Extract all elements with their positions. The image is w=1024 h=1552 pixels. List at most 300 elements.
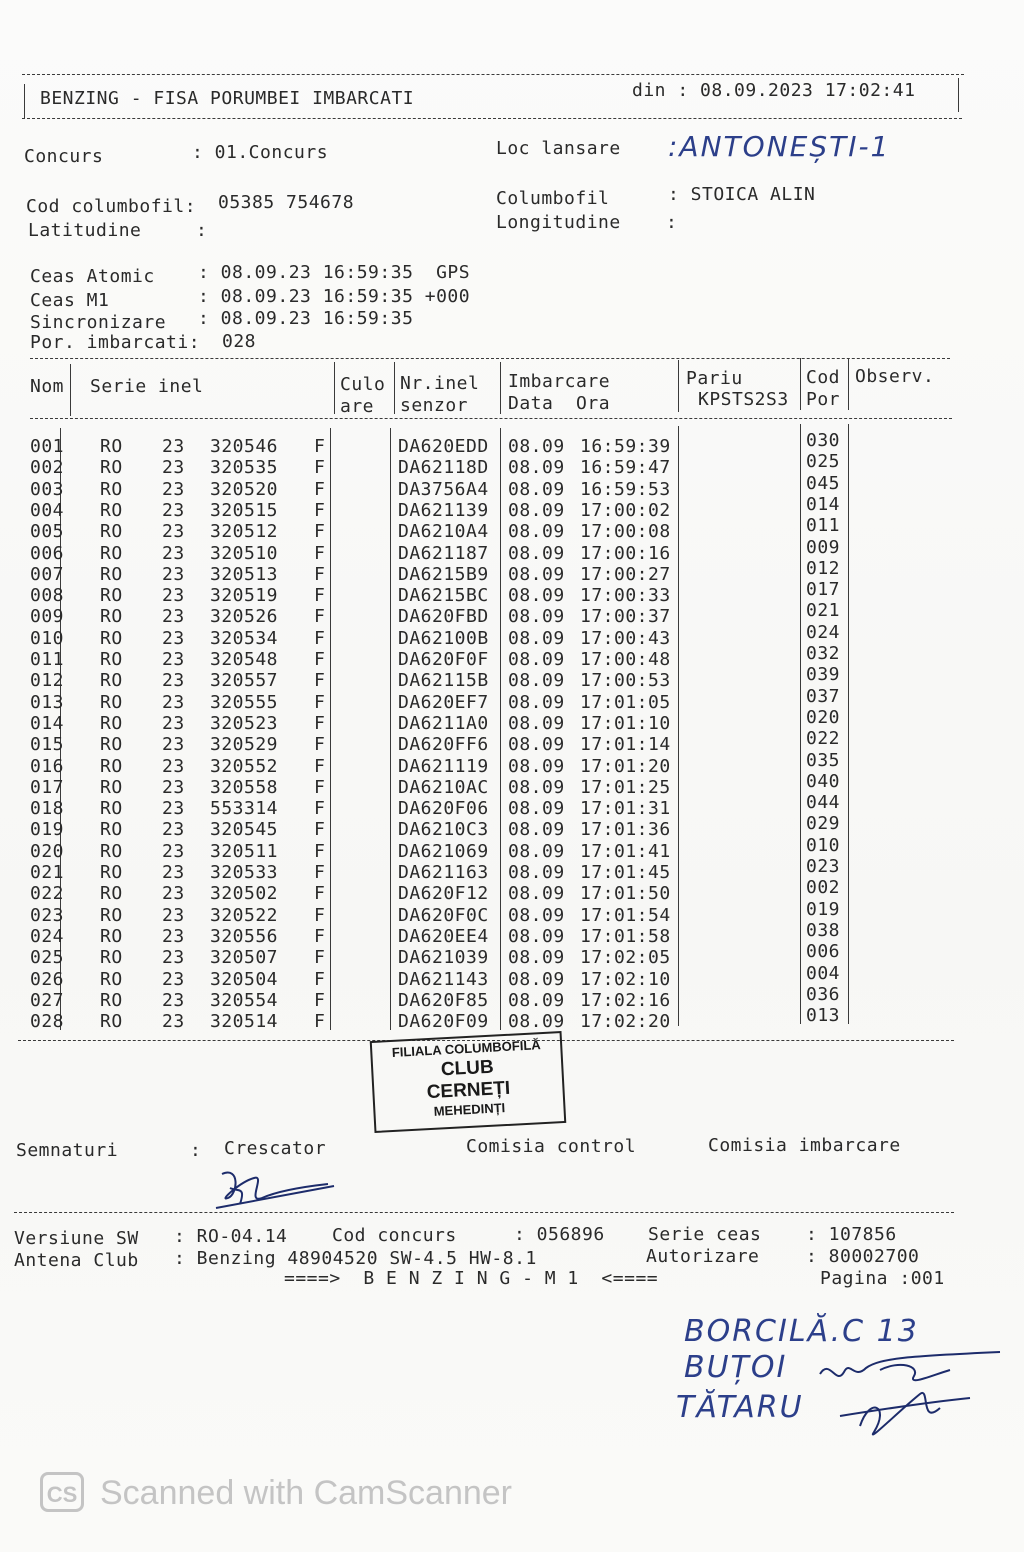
- cell-cod: 040: [806, 770, 841, 792]
- cell-country: RO: [100, 989, 123, 1011]
- comisia-imbarcare-label: Comisia imbarcare: [708, 1135, 901, 1156]
- cell-year: 23: [162, 798, 185, 820]
- divider: [30, 358, 950, 359]
- cell-date: 08.09: [508, 457, 565, 479]
- cell-time: 17:00:02: [580, 499, 671, 521]
- cell-sensor: DA621119: [398, 755, 489, 777]
- cell-year: 23: [162, 670, 185, 692]
- crescator-label: Crescator: [224, 1138, 327, 1159]
- col-header-nrinel: Nr.inel: [400, 373, 480, 394]
- cell-year: 23: [162, 585, 185, 607]
- cell-time: 17:00:53: [580, 670, 671, 692]
- divider: [70, 364, 71, 416]
- cell-ring: 320533: [210, 862, 279, 883]
- cell-sex: F: [314, 478, 326, 500]
- cell-sex: F: [314, 947, 326, 969]
- cell-sensor: DA621163: [398, 862, 489, 883]
- serie-ceas-value: : 107856: [806, 1224, 897, 1245]
- cell-date: 08.09: [508, 691, 565, 713]
- cell-cod: 002: [806, 877, 841, 899]
- handwritten-name-1: BORCILĂ.C 13: [684, 1314, 919, 1349]
- cell-country: RO: [100, 840, 123, 862]
- cell-nom: 025: [30, 947, 65, 969]
- cell-time: 17:01:14: [580, 734, 671, 756]
- cell-time: 17:02:20: [580, 1011, 671, 1033]
- cell-time: 17:02:10: [580, 968, 671, 990]
- cell-sex: F: [314, 691, 326, 713]
- cell-date: 08.09: [508, 1011, 565, 1033]
- cell-ring: 320535: [210, 457, 279, 479]
- cell-date: 08.09: [508, 819, 565, 841]
- cell-country: RO: [100, 691, 123, 713]
- sincronizare-value: : 08.09.23 16:59:35: [198, 308, 414, 329]
- cell-nom: 016: [30, 755, 65, 777]
- cell-year: 23: [162, 499, 185, 521]
- ceas-atomic-label: Ceas Atomic: [30, 266, 155, 287]
- cell-nom: 026: [30, 968, 65, 990]
- cell-country: RO: [100, 436, 123, 457]
- cell-country: RO: [100, 457, 123, 479]
- cell-year: 23: [162, 925, 185, 947]
- divider: [24, 84, 25, 118]
- cell-nom: 012: [30, 670, 65, 692]
- cell-time: 17:01:45: [580, 862, 671, 883]
- cell-time: 17:01:05: [580, 691, 671, 713]
- cell-time: 17:01:31: [580, 798, 671, 820]
- cell-cod: 021: [806, 600, 841, 622]
- cell-country: RO: [100, 947, 123, 969]
- cell-time: 17:02:05: [580, 947, 671, 969]
- cell-sensor: DA620FF6: [398, 734, 489, 756]
- versiune-sw-value: : RO-04.14: [174, 1226, 288, 1247]
- cell-country: RO: [100, 627, 123, 649]
- cell-sex: F: [314, 563, 326, 585]
- cell-date: 08.09: [508, 670, 565, 692]
- cell-country: RO: [100, 521, 123, 543]
- cell-country: RO: [100, 670, 123, 692]
- comisia-control-label: Comisia control: [466, 1136, 637, 1157]
- cell-sensor: DA621187: [398, 542, 489, 564]
- handwritten-name-2: BUȚOI: [684, 1350, 788, 1385]
- cell-year: 23: [162, 862, 185, 883]
- cell-year: 23: [162, 457, 185, 479]
- cell-cod: 024: [806, 621, 841, 643]
- cell-country: RO: [100, 734, 123, 756]
- cell-sensor: DA621039: [398, 947, 489, 969]
- cell-country: RO: [100, 606, 123, 628]
- cell-country: RO: [100, 478, 123, 500]
- columbofil-label: Columbofil: [496, 188, 610, 209]
- sincronizare-label: Sincronizare: [30, 312, 167, 333]
- cell-sex: F: [314, 627, 326, 649]
- divider: [30, 418, 952, 419]
- cell-sex: F: [314, 904, 326, 926]
- cod-columbofil-label: Cod columbofil:: [26, 196, 197, 217]
- autorizare-value: : 80002700: [806, 1246, 920, 1267]
- camscanner-text: Scanned with CamScanner: [100, 1474, 513, 1512]
- cell-ring: 320552: [210, 755, 279, 777]
- cell-cod: 009: [806, 536, 841, 558]
- divider: [390, 428, 391, 1030]
- cell-year: 23: [162, 563, 185, 585]
- cell-nom: 005: [30, 521, 65, 543]
- cell-sensor: DA620F0F: [398, 649, 489, 670]
- col-header-culoare: Culo: [340, 374, 386, 395]
- cell-country: RO: [100, 755, 123, 777]
- cell-nom: 008: [30, 585, 65, 607]
- stamp-line-2: CLUB: [440, 1056, 495, 1081]
- cell-sensor: DA621143: [398, 968, 489, 990]
- cell-sex: F: [314, 457, 326, 479]
- cell-ring: 320555: [210, 691, 279, 713]
- cell-sex: F: [314, 670, 326, 692]
- cell-sex: F: [314, 862, 326, 883]
- cell-time: 17:01:36: [580, 819, 671, 841]
- cell-ring: 320507: [210, 947, 279, 969]
- semnaturi-label: Semnaturi: [16, 1140, 119, 1161]
- cell-cod: 045: [806, 472, 841, 494]
- serie-ceas-label: Serie ceas: [648, 1224, 762, 1245]
- cell-country: RO: [100, 563, 123, 585]
- cell-sensor: DA620F85: [398, 989, 489, 1011]
- cell-cod: 036: [806, 983, 841, 1005]
- cell-sex: F: [314, 542, 326, 564]
- divider: [800, 424, 801, 1024]
- cell-date: 08.09: [508, 478, 565, 500]
- divider: [500, 362, 501, 414]
- cell-nom: 004: [30, 499, 65, 521]
- cell-cod: 029: [806, 813, 841, 835]
- cell-cod: 038: [806, 919, 841, 941]
- cell-sex: F: [314, 989, 326, 1011]
- cell-sensor: DA620F09: [398, 1011, 489, 1033]
- concurs-label: Concurs: [24, 146, 104, 167]
- cell-country: RO: [100, 883, 123, 905]
- col-header-pariu: Pariu: [686, 368, 743, 389]
- cell-nom: 009: [30, 606, 65, 628]
- cell-time: 17:02:16: [580, 989, 671, 1011]
- cell-ring: 320515: [210, 499, 279, 521]
- col-header-por: Por: [806, 389, 841, 410]
- cell-time: 17:00:16: [580, 542, 671, 564]
- camscanner-logo-icon: CS: [40, 1472, 84, 1512]
- divider: [22, 118, 962, 119]
- cell-date: 08.09: [508, 499, 565, 521]
- cell-sensor: DA62115B: [398, 670, 489, 692]
- divider: [678, 360, 679, 412]
- divider: [800, 358, 801, 410]
- handwritten-name-3: TĂTARU: [676, 1390, 804, 1425]
- cell-cod: 030: [806, 430, 841, 451]
- cell-nom: 028: [30, 1011, 65, 1033]
- cell-date: 08.09: [508, 649, 565, 670]
- cell-country: RO: [100, 585, 123, 607]
- cell-year: 23: [162, 819, 185, 841]
- cell-sex: F: [314, 712, 326, 734]
- cell-ring: 320556: [210, 925, 279, 947]
- cell-cod: 017: [806, 579, 841, 601]
- cell-time: 17:00:37: [580, 606, 671, 628]
- divider: [500, 428, 501, 1030]
- cell-date: 08.09: [508, 436, 565, 457]
- cell-ring: 320511: [210, 840, 279, 862]
- cell-time: 17:01:58: [580, 925, 671, 947]
- cell-sex: F: [314, 436, 326, 457]
- cell-time: 17:01:20: [580, 755, 671, 777]
- cell-time: 17:01:10: [580, 712, 671, 734]
- cell-year: 23: [162, 627, 185, 649]
- benzing-banner: ====> B E N Z I N G - M 1 <====: [284, 1268, 659, 1289]
- cell-sex: F: [314, 755, 326, 777]
- cell-date: 08.09: [508, 542, 565, 564]
- cell-sex: F: [314, 1011, 326, 1033]
- cell-date: 08.09: [508, 627, 565, 649]
- por-imbarcati-label: Por. imbarcati:: [30, 332, 201, 353]
- cell-cod: 023: [806, 856, 841, 877]
- cell-cod: 013: [806, 1005, 841, 1027]
- cell-date: 08.09: [508, 521, 565, 543]
- cell-nom: 010: [30, 627, 65, 649]
- cell-sex: F: [314, 606, 326, 628]
- cell-time: 17:01:54: [580, 904, 671, 926]
- cell-sex: F: [314, 734, 326, 756]
- por-imbarcati-value: 028: [222, 331, 257, 352]
- cell-ring: 320512: [210, 521, 279, 543]
- col-header-serie: Serie inel: [90, 376, 204, 397]
- cell-date: 08.09: [508, 585, 565, 607]
- cell-nom: 023: [30, 904, 65, 926]
- cell-sensor: DA6215BC: [398, 585, 489, 607]
- divider: [22, 74, 964, 75]
- cell-country: RO: [100, 819, 123, 841]
- cell-time: 16:59:39: [580, 436, 671, 457]
- cell-country: RO: [100, 712, 123, 734]
- col-header-cod: Cod: [806, 367, 841, 388]
- cell-year: 23: [162, 904, 185, 926]
- cell-date: 08.09: [508, 755, 565, 777]
- col-header-observ: Observ.: [855, 366, 935, 387]
- document-title: BENZING - FISA PORUMBEI IMBARCATI: [40, 88, 415, 109]
- cell-time: 17:01:50: [580, 883, 671, 905]
- cell-date: 08.09: [508, 776, 565, 798]
- cell-year: 23: [162, 521, 185, 543]
- cell-cod: 004: [806, 962, 841, 984]
- cell-time: 17:00:08: [580, 521, 671, 543]
- cell-sex: F: [314, 776, 326, 798]
- cell-ring: 320520: [210, 478, 279, 500]
- cell-sensor: DA620F0C: [398, 904, 489, 926]
- cell-date: 08.09: [508, 563, 565, 585]
- cell-year: 23: [162, 968, 185, 990]
- cell-year: 23: [162, 478, 185, 500]
- semnaturi-colon: :: [190, 1140, 202, 1161]
- ceas-atomic-value: : 08.09.23 16:59:35 GPS: [198, 262, 471, 283]
- cell-cod: 037: [806, 685, 841, 707]
- divider: [394, 362, 395, 414]
- cell-cod: 012: [806, 557, 841, 579]
- cell-ring: 320529: [210, 734, 279, 756]
- cell-nom: 022: [30, 883, 65, 905]
- cell-sex: F: [314, 968, 326, 990]
- cell-time: 17:00:27: [580, 563, 671, 585]
- cell-time: 17:00:33: [580, 585, 671, 607]
- cell-date: 08.09: [508, 989, 565, 1011]
- cell-cod: 014: [806, 493, 841, 515]
- cell-nom: 019: [30, 819, 65, 841]
- cell-country: RO: [100, 968, 123, 990]
- cell-date: 08.09: [508, 968, 565, 990]
- cell-ring: 320526: [210, 606, 279, 628]
- col-header-culoare-2: are: [340, 396, 375, 417]
- col-header-kpsts: KPSTS2S3: [698, 389, 789, 410]
- cell-year: 23: [162, 947, 185, 969]
- cell-nom: 007: [30, 563, 65, 585]
- cell-ring: 320558: [210, 776, 279, 798]
- col-header-nom: Nom: [30, 376, 65, 397]
- cell-year: 23: [162, 712, 185, 734]
- loc-lansare-value: :ANTONEȘTI-1: [668, 130, 891, 163]
- cell-date: 08.09: [508, 606, 565, 628]
- cell-sensor: DA620FBD: [398, 606, 489, 628]
- cell-ring: 320545: [210, 819, 279, 841]
- cell-year: 23: [162, 542, 185, 564]
- divider: [14, 1212, 954, 1213]
- longitudine-label: Longitudine: [496, 212, 621, 233]
- cell-date: 08.09: [508, 734, 565, 756]
- cell-time: 17:00:48: [580, 649, 671, 670]
- stamp-line-1: FILIALA COLUMBOFILĂ: [391, 1037, 542, 1060]
- cell-time: 17:01:41: [580, 840, 671, 862]
- cell-country: RO: [100, 542, 123, 564]
- page-number: Pagina :001: [820, 1268, 945, 1289]
- cell-cod: 039: [806, 664, 841, 686]
- cell-year: 23: [162, 649, 185, 670]
- cell-time: 17:01:25: [580, 776, 671, 798]
- cell-country: RO: [100, 649, 123, 670]
- cell-ring: 320510: [210, 542, 279, 564]
- cell-sex: F: [314, 649, 326, 670]
- cell-sensor: DA6210C3: [398, 819, 489, 841]
- document-date: din : 08.09.2023 17:02:41: [632, 80, 916, 101]
- col-header-data-ora: Data Ora: [508, 393, 611, 414]
- cell-nom: 003: [30, 478, 65, 500]
- antena-club-label: Antena Club: [14, 1250, 139, 1271]
- cell-ring: 320523: [210, 712, 279, 734]
- divider: [848, 424, 849, 1024]
- cell-sensor: DA62118D: [398, 457, 489, 479]
- cell-nom: 020: [30, 840, 65, 862]
- divider: [334, 362, 335, 414]
- cell-cod: 010: [806, 834, 841, 856]
- stamp-line-3: CERNEȚI: [426, 1077, 511, 1104]
- divider: [958, 78, 959, 112]
- cell-sensor: DA620EF7: [398, 691, 489, 713]
- cell-ring: 553314: [210, 798, 279, 820]
- antena-club-value: : Benzing 48904520 SW-4.5 HW-8.1: [174, 1248, 537, 1269]
- cell-sex: F: [314, 521, 326, 543]
- cell-nom: 011: [30, 649, 65, 670]
- cell-ring: 320546: [210, 436, 279, 457]
- cell-ring: 320513: [210, 563, 279, 585]
- cell-sex: F: [314, 840, 326, 862]
- cell-nom: 014: [30, 712, 65, 734]
- cell-year: 23: [162, 606, 185, 628]
- cell-sensor: DA6210AC: [398, 776, 489, 798]
- cell-nom: 021: [30, 862, 65, 883]
- cod-concurs-value: : 056896: [514, 1224, 605, 1245]
- cell-time: 16:59:53: [580, 478, 671, 500]
- cell-cod: 019: [806, 898, 841, 920]
- cell-year: 23: [162, 989, 185, 1011]
- cell-sex: F: [314, 585, 326, 607]
- cell-ring: 320522: [210, 904, 279, 926]
- cell-country: RO: [100, 1011, 123, 1033]
- cell-date: 08.09: [508, 862, 565, 883]
- autorizare-label: Autorizare: [646, 1246, 760, 1267]
- cell-cod: 035: [806, 749, 841, 771]
- cell-ring: 320534: [210, 627, 279, 649]
- cell-nom: 002: [30, 457, 65, 479]
- cell-sensor: DA3756A4: [398, 478, 489, 500]
- cell-date: 08.09: [508, 925, 565, 947]
- cell-year: 23: [162, 776, 185, 798]
- cell-cod: 032: [806, 643, 841, 664]
- cell-sensor: DA620EDD: [398, 436, 489, 457]
- cell-ring: 320554: [210, 989, 279, 1011]
- cell-country: RO: [100, 925, 123, 947]
- cell-ring: 320557: [210, 670, 279, 692]
- cell-nom: 017: [30, 776, 65, 798]
- cell-ring: 320548: [210, 649, 279, 670]
- cell-date: 08.09: [508, 883, 565, 905]
- cell-sensor: DA6211A0: [398, 712, 489, 734]
- cell-nom: 015: [30, 734, 65, 756]
- cell-cod: 044: [806, 792, 841, 814]
- longitudine-value: :: [666, 212, 678, 233]
- cell-year: 23: [162, 755, 185, 777]
- cell-ring: 320514: [210, 1011, 279, 1033]
- handwritten-signatures: [810, 1346, 1010, 1446]
- cell-date: 08.09: [508, 947, 565, 969]
- cell-year: 23: [162, 691, 185, 713]
- cell-sensor: DA6215B9: [398, 563, 489, 585]
- cell-sensor: DA6210A4: [398, 521, 489, 543]
- cell-sex: F: [314, 819, 326, 841]
- cell-year: 23: [162, 883, 185, 905]
- cell-time: 16:59:47: [580, 457, 671, 479]
- loc-lansare-label: Loc lansare: [496, 138, 621, 159]
- cell-sex: F: [314, 798, 326, 820]
- divider: [330, 428, 331, 1030]
- cell-sex: F: [314, 925, 326, 947]
- cell-date: 08.09: [508, 904, 565, 926]
- cell-ring: 320519: [210, 585, 279, 607]
- versiune-sw-label: Versiune SW: [14, 1228, 139, 1249]
- columbofil-value: : STOICA ALIN: [668, 184, 816, 205]
- cell-nom: 018: [30, 798, 65, 820]
- cell-sex: F: [314, 499, 326, 521]
- concurs-value: : 01.Concurs: [192, 142, 329, 163]
- cell-nom: 027: [30, 989, 65, 1011]
- cell-sensor: DA62100B: [398, 627, 489, 649]
- divider: [848, 358, 849, 410]
- cell-nom: 006: [30, 542, 65, 564]
- cell-country: RO: [100, 776, 123, 798]
- cell-nom: 024: [30, 925, 65, 947]
- cod-concurs-label: Cod concurs: [332, 1225, 457, 1246]
- cell-time: 17:00:43: [580, 627, 671, 649]
- cell-ring: 320504: [210, 968, 279, 990]
